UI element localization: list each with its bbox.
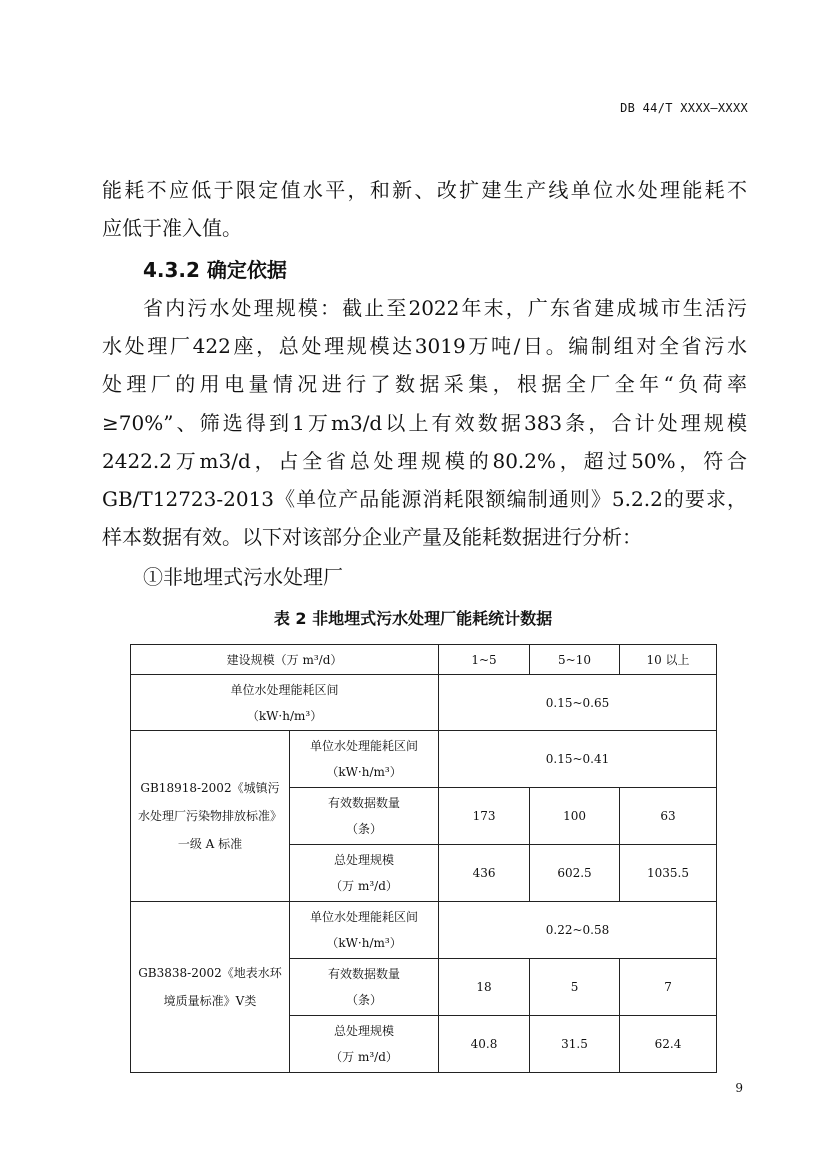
metric-label: 总处理规模 （万 m³/d） [290,1016,439,1073]
cell-value: 100 [530,788,620,845]
table-caption: 表 2 非地埋式污水处理厂能耗统计数据 [273,609,553,628]
body-line-4: ≥70%”、筛选得到1万m3/d以上有效数据383条，合计处理规模 [102,411,747,435]
overall-label: 单位水处理能耗区间 （kW·h/m³） [131,675,439,731]
scale-col: 10 以上 [620,645,717,675]
metric-value: 0.22~0.58 [439,902,717,959]
metric-value: 0.15~0.41 [439,731,717,788]
metric-label: 有效数据数量 （条） [290,959,439,1016]
intro-line-2: 应低于准入值。 [102,216,242,240]
cell-value: 31.5 [530,1016,620,1073]
cell-value: 436 [439,845,530,902]
energy-table [130,644,717,1073]
body-line-1: 省内污水处理规模：截止至2022年末，广东省建成城市生活污 [143,296,747,320]
scale-col: 5~10 [530,645,620,675]
cell-value: 5 [530,959,620,1016]
metric-label: 有效数据数量 （条） [290,788,439,845]
section-heading: 4.3.2 确定依据 [143,258,287,282]
scale-label: 建设规模（万 m³/d） [131,645,439,675]
body-line-6: GB/T12723-2013《单位产品能源消耗限额编制通则》5.2.2的要求， [102,487,747,511]
cell-value: 7 [620,959,717,1016]
group-name: GB3838-2002《地表水环境质量标准》V类 [131,902,290,1073]
overall-value: 0.15~0.65 [439,675,717,731]
group-name: GB18918-2002《城镇污水处理厂污染物排放标准》一级 A 标准 [131,731,290,902]
metric-label: 总处理规模 （万 m³/d） [290,845,439,902]
scale-col: 1~5 [439,645,530,675]
cell-value: 173 [439,788,530,845]
cell-value: 63 [620,788,717,845]
cell-value: 602.5 [530,845,620,902]
cell-value: 40.8 [439,1016,530,1073]
body-line-2: 水处理厂422座，总处理规模达3019万吨/日。编制组对全省污水 [102,334,747,358]
intro-line-1: 能耗不应低于限定值水平，和新、改扩建生产线单位水处理能耗不 [102,178,747,202]
cell-value: 1035.5 [620,845,717,902]
page-number: 9 [735,1081,743,1095]
document-code: DB 44/T XXXX—XXXX [620,101,748,115]
body-line-7: 样本数据有效。以下对该部分企业产量及能耗数据进行分析： [102,525,642,549]
table-row [131,675,717,731]
metric-label: 单位水处理能耗区间 （kW·h/m³） [290,731,439,788]
body-line-3: 处理厂的用电量情况进行了数据采集，根据全厂全年“负荷率 [102,372,747,396]
list-item: ①非地埋式污水处理厂 [143,565,343,589]
metric-label: 单位水处理能耗区间 （kW·h/m³） [290,902,439,959]
table-header-row [131,645,717,675]
cell-value: 62.4 [620,1016,717,1073]
cell-value: 18 [439,959,530,1016]
body-line-5: 2422.2万m3/d，占全省总处理规模的80.2%，超过50%，符合 [102,449,747,473]
table-row [131,902,717,959]
table-row [131,731,717,788]
